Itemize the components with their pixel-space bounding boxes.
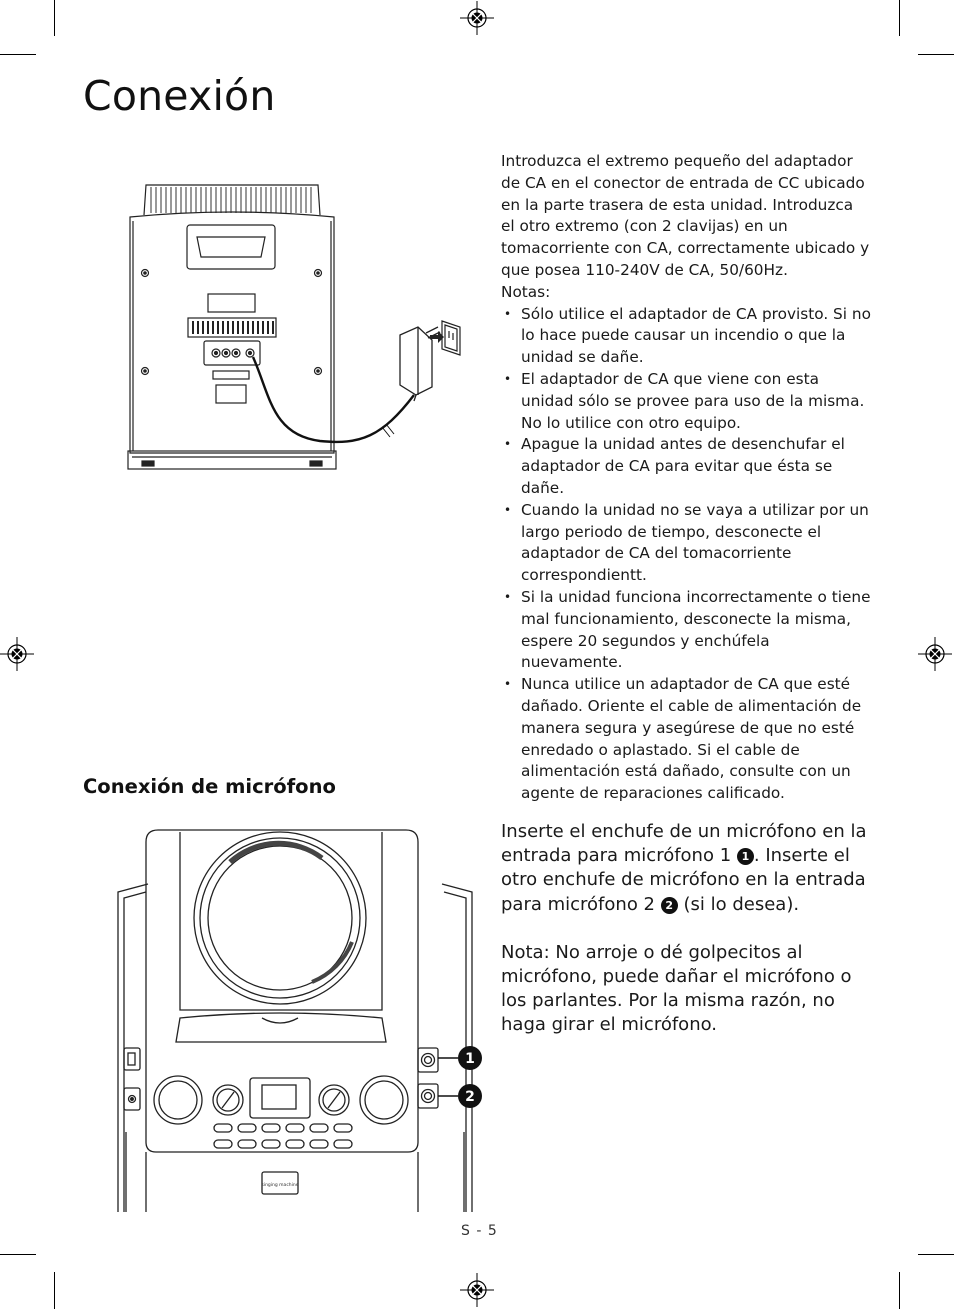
microphone-connection-text (501, 820, 871, 1038)
front-panel-microphone-illustration (112, 822, 492, 1214)
microphone-instructions-part-3: (si lo desea). (683, 893, 800, 915)
list-item: • El adaptador de CA que viene con esta unidad sólo se provee para uso de la misma. No lo utilice con otro equipo. (501, 369, 871, 434)
note-label: Nota: (501, 941, 550, 963)
wall-outlet-icon (442, 321, 460, 355)
note-text: No arroje o dé golpecitos al micrófono, puede dañar el micrófono o los parlantes. Por la misma razón, no haga girar el micrófono. (501, 941, 852, 1036)
power-intro-paragraph: Introduzca el extremo pequeño del adaptador de CA en el conector de entrada de CC ubicado en la parte trasera de esta unidad. Introduzca el otro extremo (con 2 clavijas) en un tomacorriente con CA, correctamente ubicado y que posea 110-240V de CA, 50/60Hz. (501, 152, 870, 279)
number-1-icon: 1 (737, 848, 754, 865)
crop-mark (918, 1254, 954, 1255)
top-grille-icon (151, 187, 311, 213)
crop-mark (0, 1254, 36, 1255)
microphone-note (501, 941, 871, 1038)
list-item: • Cuando la unidad no se vaya a utilizar por un largo periodo de tiempo, desconecte el adaptador de CA del tomacorriente correspondientt. (501, 500, 871, 587)
crop-mark (899, 0, 900, 36)
microphone-instructions-part-2: . Inserte el otro enchufe de micrófono en la entrada para micrófono 2 (501, 845, 866, 915)
registration-mark-icon (918, 637, 952, 671)
rear-panel-adapter-illustration (120, 175, 480, 475)
notes-label: Notas: (501, 282, 551, 301)
crop-mark (54, 1272, 55, 1309)
list-item: • Si la unidad funciona incorrectamente o tiene mal funcionamiento, desconecte la misma, espere 20 segundos y enchúfela nuevamente. (501, 587, 871, 674)
page-number: S - 5 (461, 1223, 498, 1239)
crop-mark (899, 1272, 900, 1309)
list-item: • Sólo utilice el adaptador de CA provisto. Si no lo hace puede causar un incendio o que la unidad se dañe. (501, 304, 871, 369)
number-2-icon: 2 (661, 897, 678, 914)
crop-mark (0, 54, 36, 55)
crop-mark (918, 54, 954, 55)
page-title: Conexión (83, 72, 276, 120)
registration-mark-icon (0, 637, 34, 671)
power-connection-text (501, 151, 871, 805)
list-item: • Apague la unidad antes de desenchufar el adaptador de CA para evitar que ésta se dañe. (501, 434, 871, 499)
brand-logo: singing machine (261, 1183, 299, 1188)
callout-1-label: 1 (465, 1051, 475, 1067)
list-item: • Nunca utilice un adaptador de CA que esté dañado. Oriente el cable de alimentación de manera segura y asegúrese de que no esté enredado o aplastado. Si el cable de alimentación está dañado, consulte con un agente de reparaciones calificado. (501, 674, 871, 805)
registration-mark-icon (460, 1273, 494, 1307)
crop-mark (54, 0, 55, 36)
notes-list (501, 304, 871, 805)
registration-mark-icon (460, 1, 494, 35)
microphone-instructions-part-1: Inserte el enchufe de un micrófono en la entrada para micrófono 1 (501, 821, 867, 867)
microphone-instructions (501, 820, 871, 917)
microphone-section-heading: Conexión de micrófono (83, 775, 336, 798)
callout-2-label: 2 (465, 1089, 475, 1105)
